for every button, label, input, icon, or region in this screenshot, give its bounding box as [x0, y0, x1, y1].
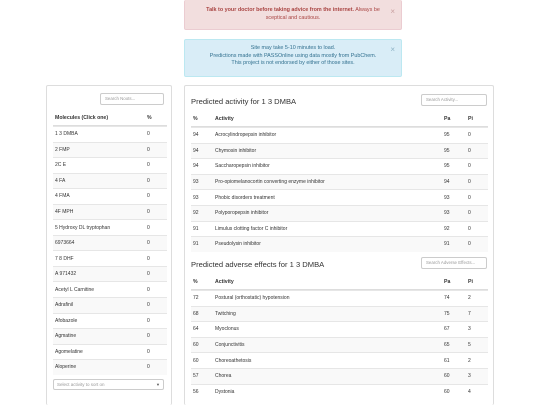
pi-cell: 0: [468, 179, 471, 186]
molecule-row[interactable]: [53, 250, 167, 266]
molecules-panel: [46, 85, 172, 405]
molecule-percent: 0: [147, 224, 150, 231]
activity-cell: Postural (orthostatic) hypotension: [215, 295, 290, 302]
pi-cell: 2: [468, 295, 471, 302]
molecule-row[interactable]: [53, 142, 167, 158]
molecule-percent: 0: [147, 193, 150, 200]
pi-cell: 0: [468, 241, 471, 248]
info-alert: [184, 39, 402, 77]
activity-row: [191, 174, 488, 190]
pi-cell: 0: [468, 194, 471, 201]
info-alert-line2: Predictions made with PASSOnline using data mostly from PubChem.: [209, 52, 377, 59]
molecule-row[interactable]: [53, 313, 167, 329]
molecule-percent: 0: [147, 131, 150, 138]
percent-cell: 94: [193, 163, 199, 170]
activity-table-body: [191, 127, 488, 252]
activity-search-input[interactable]: Search Activity...: [421, 94, 487, 106]
activity-row: [191, 221, 488, 237]
molecule-name: 4F MPH: [55, 209, 74, 215]
activity-cell: Chymosin inhibitor: [215, 147, 257, 154]
pi-cell: 5: [468, 342, 471, 349]
activity-cell: Limulus clotting factor C inhibitor: [215, 225, 288, 232]
percent-cell: 56: [193, 388, 199, 395]
pa-cell: 93: [444, 194, 450, 201]
activity-cell: Chorea: [215, 373, 232, 380]
activity-row: [191, 236, 488, 252]
percent-column-header: %: [193, 115, 198, 122]
activity-cell: Myoclonus: [215, 326, 239, 333]
percent-cell: 93: [193, 179, 199, 186]
info-alert-line3: This project is not endorsed by either of those sites.: [231, 60, 355, 67]
molecule-percent: 0: [147, 348, 150, 355]
molecule-percent: 0: [147, 255, 150, 262]
percent-cell: 64: [193, 326, 199, 333]
pi-cell: 4: [468, 388, 471, 395]
pa-cell: 60: [444, 388, 450, 395]
molecule-percent: 0: [147, 317, 150, 324]
molecule-row[interactable]: [53, 173, 167, 189]
adverse-table: [191, 274, 488, 399]
pa-cell: 75: [444, 310, 450, 317]
activity-cell: Polyporopepsin inhibitor: [215, 210, 269, 217]
pi-cell: 0: [468, 147, 471, 154]
close-icon[interactable]: ×: [390, 7, 395, 16]
activity-column-header: Activity: [215, 278, 234, 285]
molecule-row[interactable]: [53, 126, 167, 142]
molecule-row[interactable]: [53, 188, 167, 204]
adverse-table-header: [191, 274, 488, 290]
activity-cell: Pro-opiomelanocortin converting enzyme inhibitor: [215, 179, 325, 186]
pa-cell: 95: [444, 132, 450, 139]
percent-cell: 93: [193, 194, 199, 201]
molecule-name: 2 FMP: [55, 146, 70, 153]
activity-row: [191, 158, 488, 174]
molecule-row[interactable]: [53, 219, 167, 235]
pi-cell: 3: [468, 373, 471, 380]
molecule-name: 4 FMA: [55, 193, 70, 200]
molecules-column-header: Molecules (Click one): [55, 114, 109, 121]
pi-cell: 0: [468, 210, 471, 217]
pa-cell: 92: [444, 225, 450, 232]
activity-cell: Choreoathetosis: [215, 357, 252, 364]
pi-cell: 0: [468, 225, 471, 232]
pa-cell: 93: [444, 210, 450, 217]
molecule-search-input[interactable]: Search Noots...: [100, 93, 164, 105]
percent-cell: 91: [193, 225, 199, 232]
molecule-row[interactable]: [53, 297, 167, 313]
percent-cell: 60: [193, 357, 199, 364]
molecule-row[interactable]: [53, 344, 167, 360]
molecules-table-header: [53, 110, 167, 126]
molecule-percent: 0: [147, 333, 150, 340]
pa-cell: 95: [444, 163, 450, 170]
percent-cell: 57: [193, 373, 199, 380]
activity-cell: Dystonia: [215, 388, 235, 395]
info-alert-line1: Site may take 5-10 minutes to load.: [250, 45, 336, 51]
activity-column-header: Activity: [215, 115, 234, 122]
molecule-name: 6973664: [55, 240, 75, 247]
molecule-percent: 0: [147, 240, 150, 247]
pa-cell: 94: [444, 179, 450, 186]
molecule-name: Adrafinil: [55, 302, 74, 309]
close-icon[interactable]: ×: [390, 45, 395, 54]
activity-row: [191, 189, 488, 205]
warning-alert-strong: Talk to your doctor before taking advice from the internet.: [206, 7, 355, 13]
molecule-name: Agomelatine: [55, 348, 83, 355]
sort-activity-select[interactable]: [53, 379, 164, 390]
molecule-name: A 971432: [55, 271, 77, 278]
adverse-row: [191, 384, 488, 400]
pi-cell: 3: [468, 326, 471, 333]
chevron-down-icon: ▼: [156, 382, 160, 387]
pi-column-header: Pi: [468, 278, 473, 285]
activity-row: [191, 127, 488, 143]
activity-table: [191, 111, 488, 252]
percent-cell: 60: [193, 342, 199, 349]
activity-cell: Phobic disorders treatment: [215, 194, 275, 201]
molecule-percent: 0: [147, 146, 150, 153]
percent-cell: 72: [193, 295, 199, 302]
percent-column-header: %: [147, 114, 152, 121]
molecule-percent: 0: [147, 209, 150, 215]
adverse-search-input[interactable]: Search Adverse Effects...: [421, 257, 487, 269]
molecule-percent: 0: [147, 364, 150, 371]
molecule-name: 4 FA: [55, 177, 66, 184]
activity-cell: Saccharopepsin inhibitor: [215, 163, 270, 170]
activity-table-header: [191, 111, 488, 127]
pa-cell: 91: [444, 241, 450, 248]
molecule-name: Afobazole: [55, 317, 78, 324]
pa-cell: 61: [444, 357, 450, 364]
pi-cell: 0: [468, 132, 471, 139]
percent-cell: 92: [193, 210, 199, 217]
percent-cell: 94: [193, 147, 199, 154]
warning-alert-text: Always be sceptical and cautious.: [265, 7, 380, 21]
molecule-row[interactable]: [53, 266, 167, 282]
pa-cell: 74: [444, 295, 450, 302]
adverse-row: [191, 321, 488, 337]
pa-cell: 65: [444, 342, 450, 349]
molecule-name: Acetyl L Carnitine: [55, 286, 94, 293]
activity-row: [191, 205, 488, 221]
sort-activity-select-value: Select activity to sort on: [57, 382, 105, 387]
pa-cell: 95: [444, 147, 450, 154]
molecule-name: 7 8 DHF: [55, 255, 74, 262]
pi-column-header: Pi: [468, 115, 473, 122]
molecule-row[interactable]: [53, 359, 167, 375]
activity-row: [191, 143, 488, 159]
adverse-row: [191, 306, 488, 322]
adverse-row: [191, 290, 488, 306]
molecule-percent: 0: [147, 271, 150, 278]
molecule-row[interactable]: [53, 328, 167, 344]
molecule-percent: 0: [147, 286, 150, 293]
pi-cell: 0: [468, 163, 471, 170]
molecule-name: 5 Hydroxy DL tryptophan: [55, 224, 111, 231]
percent-column-header: %: [193, 278, 198, 285]
percent-cell: 91: [193, 241, 199, 248]
molecule-name: 1 3 DMBA: [55, 131, 78, 138]
activity-section-title: Predicted activity for 1 3 DMBA: [191, 97, 297, 106]
molecules-table: [53, 110, 167, 375]
pa-column-header: Pa: [444, 115, 451, 122]
pa-cell: 67: [444, 326, 450, 333]
molecule-percent: 0: [147, 302, 150, 309]
molecule-row[interactable]: [53, 281, 167, 297]
percent-cell: 94: [193, 132, 199, 139]
adverse-row: [191, 337, 488, 353]
activity-cell: Acrocylindropepsin inhibitor: [215, 132, 277, 139]
molecules-table-body: [53, 126, 167, 375]
warning-alert: [184, 0, 402, 30]
molecule-name: Aloperine: [55, 364, 77, 371]
pi-cell: 7: [468, 310, 471, 317]
percent-cell: 68: [193, 310, 199, 317]
pi-cell: 2: [468, 357, 471, 364]
adverse-section-title: Predicted adverse effects for 1 3 DMBA: [191, 260, 325, 269]
molecule-name: 2C E: [55, 162, 67, 169]
adverse-table-body: [191, 290, 488, 399]
activity-cell: Conjunctivitis: [215, 342, 245, 349]
molecule-row[interactable]: [53, 235, 167, 251]
activity-cell: Twitching: [215, 310, 236, 317]
molecule-percent: 0: [147, 162, 150, 169]
adverse-row: [191, 352, 488, 368]
molecule-row[interactable]: [53, 204, 167, 220]
molecule-name: Agmatine: [55, 333, 77, 340]
predictions-panel: [184, 85, 494, 405]
molecule-row[interactable]: [53, 157, 167, 173]
adverse-row: [191, 368, 488, 384]
activity-cell: Pseudolysin inhibitor: [215, 241, 261, 248]
molecule-percent: 0: [147, 177, 150, 184]
pa-cell: 60: [444, 373, 450, 380]
pa-column-header: Pa: [444, 278, 451, 285]
